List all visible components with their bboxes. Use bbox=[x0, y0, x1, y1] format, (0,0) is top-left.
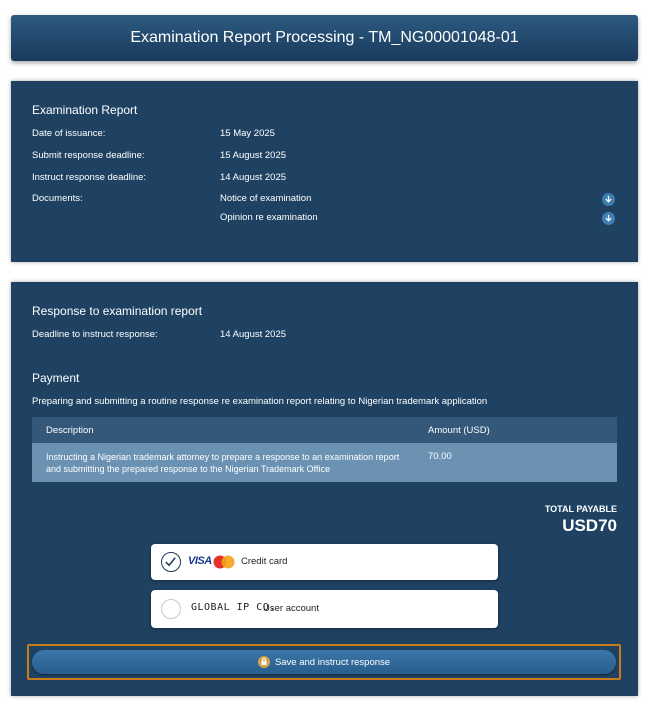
column-header-amount: Amount (USD) bbox=[428, 424, 490, 436]
total-payable-label: TOTAL PAYABLE bbox=[544, 504, 617, 514]
visa-logo: VISA bbox=[188, 555, 212, 567]
examination-report-title: Examination Report bbox=[32, 103, 138, 117]
response-title: Response to examination report bbox=[32, 304, 203, 318]
lock-icon bbox=[258, 656, 270, 668]
save-button-label: Save and instruct response bbox=[274, 656, 391, 668]
instruct-response-deadline-label: Deadline to instruct response: bbox=[32, 329, 158, 340]
row-amount: 70.00 bbox=[428, 451, 452, 462]
download-icon[interactable] bbox=[602, 212, 615, 225]
page-header bbox=[11, 15, 638, 61]
payment-method-user-account[interactable] bbox=[151, 590, 498, 628]
payment-description: Preparing and submitting a routine response re examination report relating to Nigerian trademark application bbox=[32, 396, 488, 407]
radio-unselected[interactable] bbox=[161, 599, 181, 619]
submit-deadline-value: 15 August 2025 bbox=[220, 150, 287, 161]
table-row bbox=[32, 443, 617, 482]
row-description-line-2: and submitting the prepared response to the Nigerian Trademark Office bbox=[46, 464, 330, 474]
page-title: Examination Report Processing - TM_NG00001048-01 bbox=[130, 29, 519, 46]
user-account-label: User account bbox=[263, 603, 319, 614]
document-link-opinion[interactable]: Opinion re examination bbox=[220, 212, 318, 223]
global-ip-co-logo: GLOBAL IP CO. bbox=[191, 602, 276, 613]
payment-table bbox=[32, 417, 617, 482]
documents-label: Documents: bbox=[32, 193, 83, 204]
credit-card-label: Credit card bbox=[241, 556, 288, 567]
instruct-deadline-label: Instruct response deadline: bbox=[32, 172, 147, 183]
payment-method-credit-card[interactable] bbox=[151, 544, 498, 580]
instruct-deadline-value: 14 August 2025 bbox=[220, 172, 287, 183]
date-of-issuance-label: Date of issuance: bbox=[32, 128, 106, 139]
table-header bbox=[32, 417, 617, 443]
total-payable-value: USD70 bbox=[562, 516, 617, 535]
row-description-line-1: Instructing a Nigerian trademark attorney to prepare a response to an examination report bbox=[46, 452, 400, 462]
radio-selected[interactable] bbox=[161, 552, 181, 572]
payment-title: Payment bbox=[32, 371, 80, 385]
response-panel bbox=[11, 282, 638, 696]
save-button-focus-outline bbox=[27, 644, 621, 680]
instruct-response-deadline-value: 14 August 2025 bbox=[220, 329, 287, 340]
download-icon[interactable] bbox=[602, 193, 615, 206]
submit-deadline-label: Submit response deadline: bbox=[32, 150, 145, 161]
mastercard-logo-icon bbox=[212, 555, 236, 569]
date-of-issuance-value: 15 May 2025 bbox=[220, 128, 275, 139]
column-header-description: Description bbox=[46, 424, 94, 436]
row-description bbox=[46, 451, 399, 475]
save-and-instruct-button[interactable] bbox=[32, 650, 616, 674]
document-link-notice[interactable]: Notice of examination bbox=[220, 193, 312, 204]
examination-report-panel bbox=[11, 81, 638, 262]
